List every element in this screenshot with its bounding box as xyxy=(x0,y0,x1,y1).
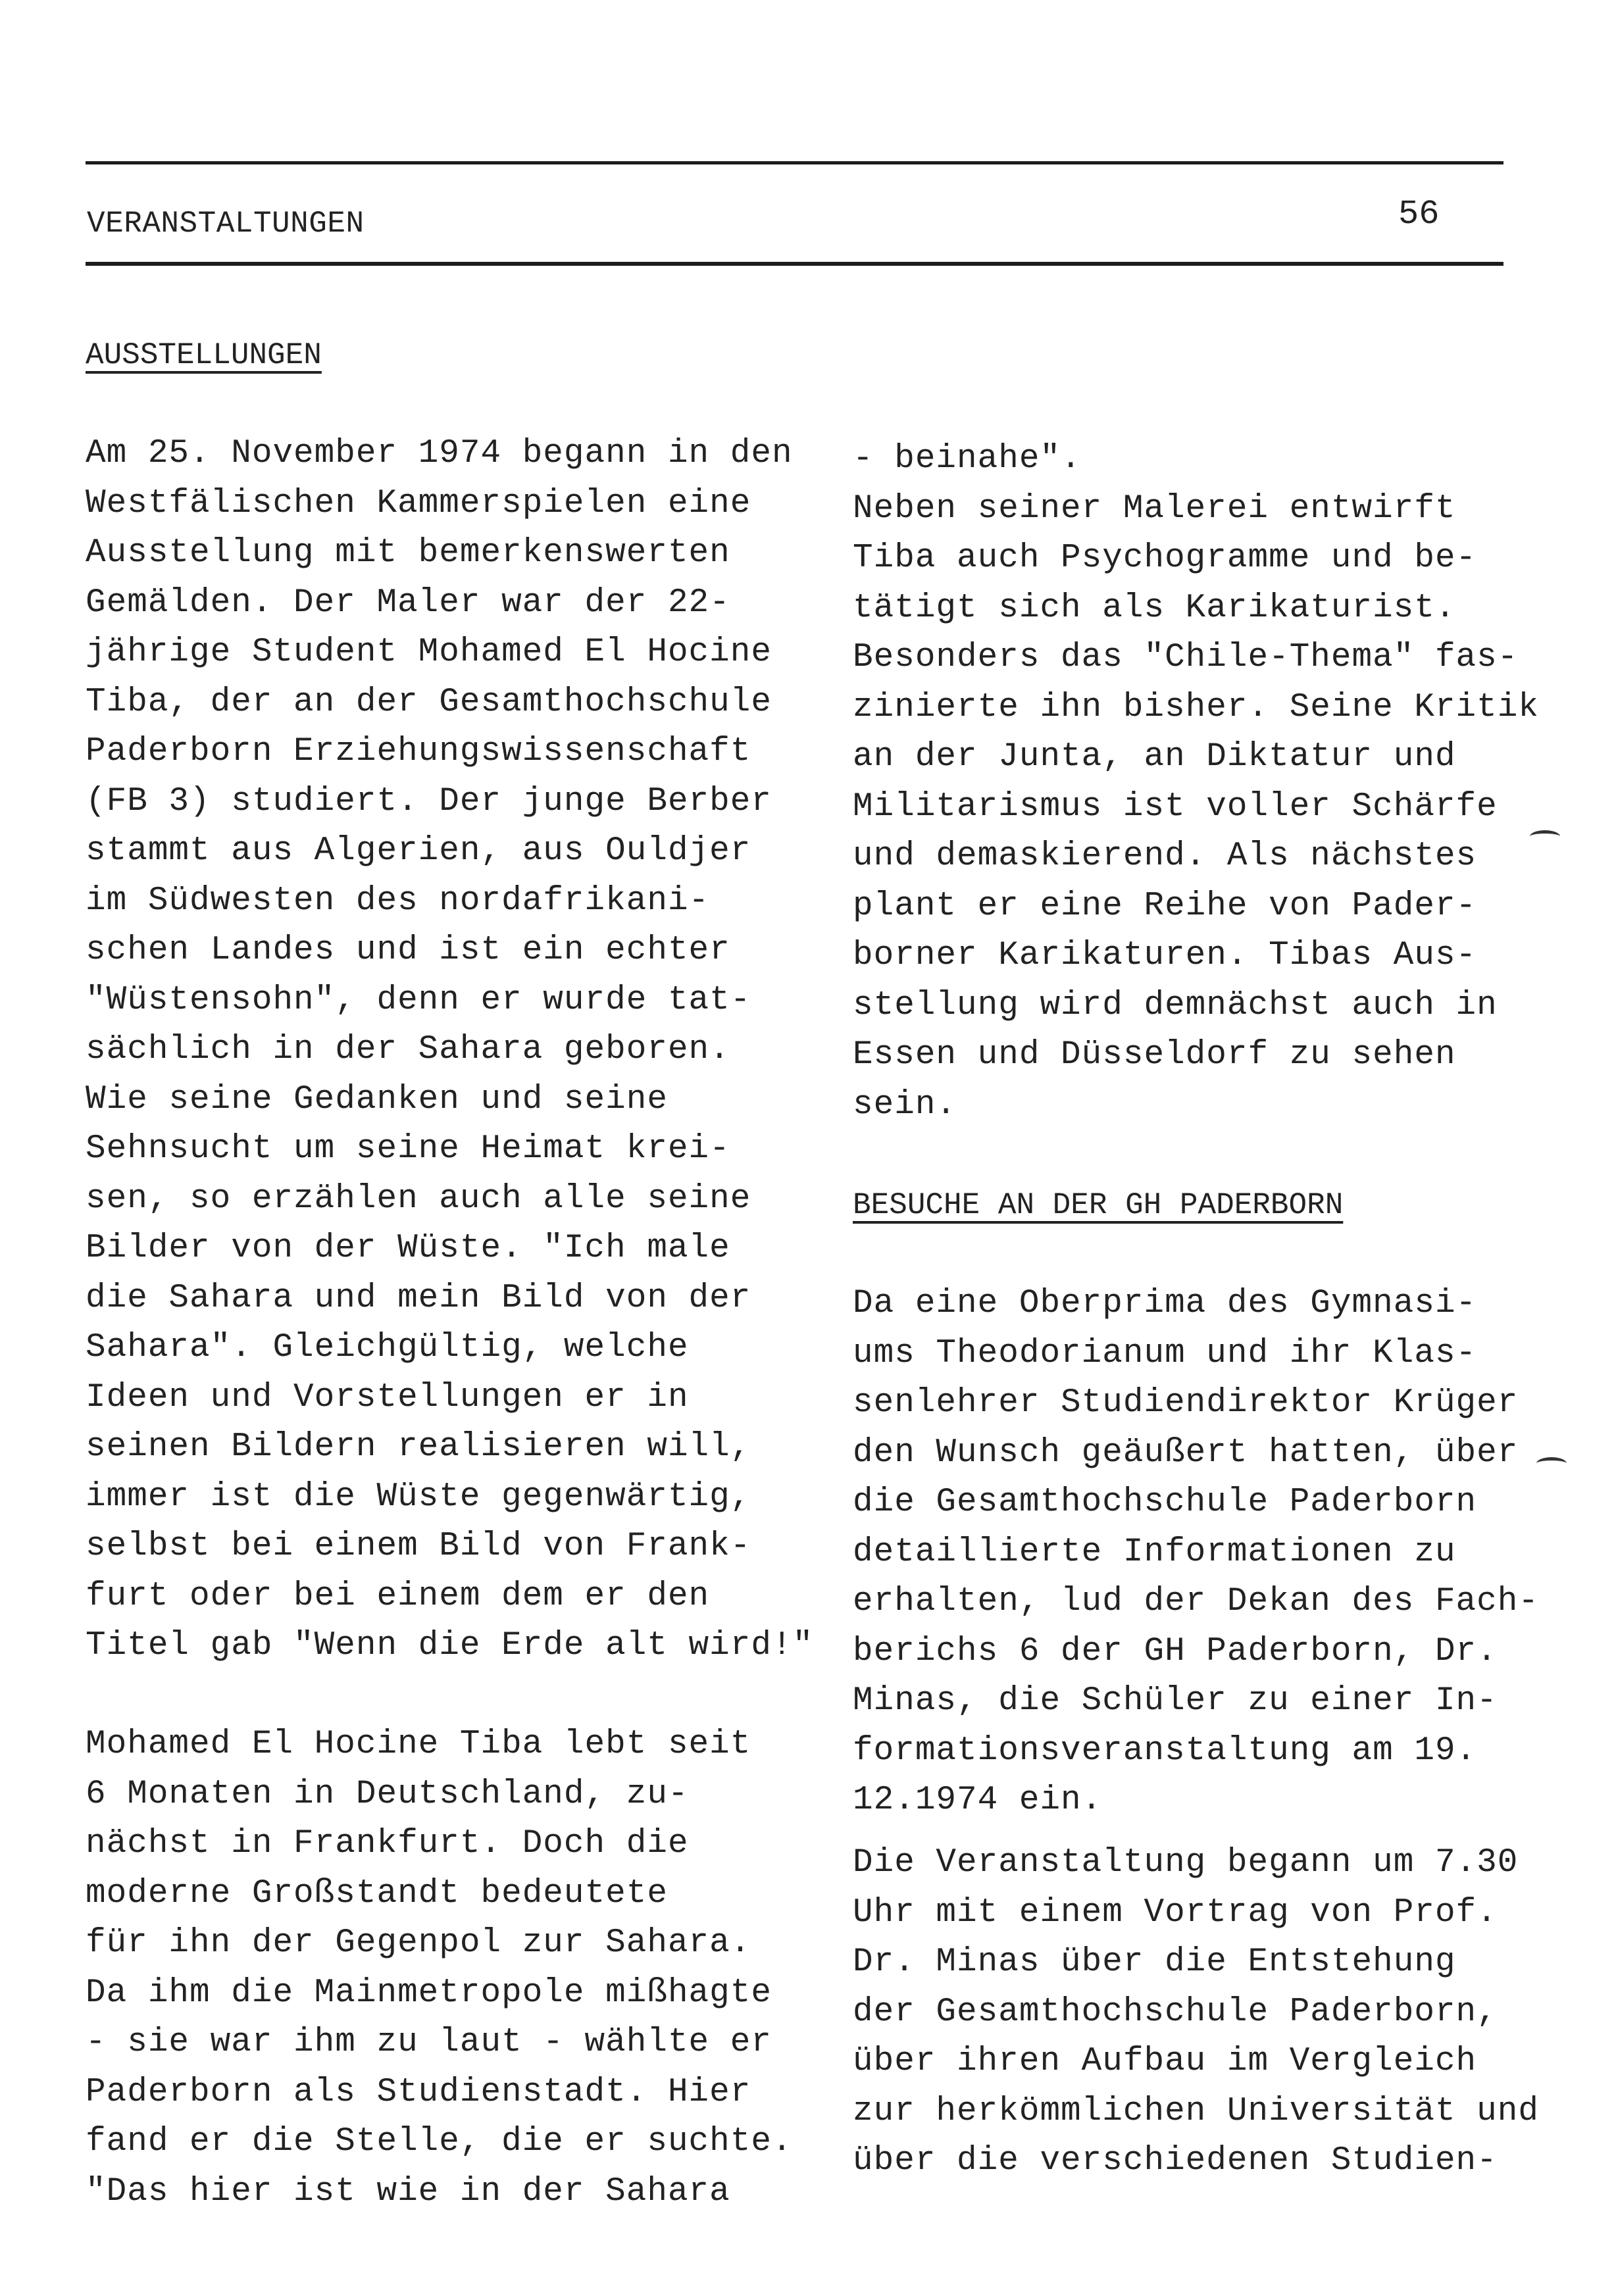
text-line: borner Karikaturen. Tibas Aus- xyxy=(853,937,1477,974)
punch-hole-mark xyxy=(1530,830,1560,843)
text-line: im Südwesten des nordafrikani- xyxy=(86,882,710,920)
text-line: fand er die Stelle, die er suchte. xyxy=(86,2123,793,2160)
text-line: 12.1974 ein. xyxy=(853,1782,1103,1819)
text-line: Wie seine Gedanken und seine xyxy=(86,1080,668,1118)
heading-besuche: BESUCHE AN DER GH PADERBORN xyxy=(853,1188,1344,1222)
text-line: nächst in Frankfurt. Doch die xyxy=(86,1825,689,1862)
text-line: jährige Student Mohamed El Hocine xyxy=(86,634,772,671)
ausstellungen-paragraph-2 xyxy=(86,1720,793,2216)
text-line: ums Theodorianum und ihr Klas- xyxy=(853,1334,1477,1372)
text-line: Am 25. November 1974 begann in den xyxy=(86,435,793,472)
text-line: - beinahe". xyxy=(853,440,1082,478)
text-line: seinen Bildern realisieren will, xyxy=(86,1428,751,1466)
text-line: stellung wird demnächst auch in xyxy=(853,986,1498,1024)
text-line: Paderborn als Studienstadt. Hier xyxy=(86,2073,751,2111)
text-line: sein. xyxy=(853,1086,957,1124)
text-line: - sie war ihm zu laut - wählte er xyxy=(86,2024,772,2061)
text-line: Sahara". Gleichgültig, welche xyxy=(86,1329,689,1366)
punch-hole-mark xyxy=(1536,1457,1567,1470)
text-line: Die Veranstaltung begann um 7.30 xyxy=(853,1844,1519,1882)
text-line: an der Junta, an Diktatur und xyxy=(853,738,1456,776)
header-bottom-rule xyxy=(86,262,1503,266)
text-line: Dr. Minas über die Entstehung xyxy=(853,1943,1456,1981)
text-line: "Das hier ist wie in der Sahara xyxy=(86,2172,730,2210)
text-line: schen Landes und ist ein echter xyxy=(86,932,730,969)
text-line: sächlich in der Sahara geboren. xyxy=(86,1031,730,1068)
heading-ausstellungen: AUSSTELLUNGEN xyxy=(86,338,322,372)
text-line: zur herkömmlichen Universität und xyxy=(853,2092,1539,2130)
besuche-paragraph-2 xyxy=(853,1838,1539,2186)
page-section-title: VERANSTALTUNGEN xyxy=(87,207,365,241)
ausstellungen-paragraph-3 xyxy=(853,434,1539,1130)
text-line: Titel gab "Wenn die Erde alt wird!" xyxy=(86,1627,814,1664)
text-line: sen, so erzählen auch alle seine xyxy=(86,1180,751,1218)
text-line: Bilder von der Wüste. "Ich male xyxy=(86,1230,730,1267)
text-line: und demaskierend. Als nächstes xyxy=(853,837,1477,875)
text-line: detaillierte Informationen zu xyxy=(853,1533,1456,1571)
text-line: erhalten, lud der Dekan des Fach- xyxy=(853,1583,1539,1620)
text-line: furt oder bei einem dem er den xyxy=(86,1577,710,1615)
text-line: Tiba, der an der Gesamthochschule xyxy=(86,683,772,721)
text-line: Tiba auch Psychogramme und be- xyxy=(853,539,1477,577)
text-line: (FB 3) studiert. Der junge Berber xyxy=(86,782,772,820)
text-line: den Wunsch geäußert hatten, über xyxy=(853,1434,1519,1472)
besuche-paragraph-1 xyxy=(853,1279,1539,1826)
text-line: Militarismus ist voller Schärfe xyxy=(853,787,1498,826)
text-line: "Wüstensohn", denn er wurde tat- xyxy=(86,981,751,1019)
text-line: Sehnsucht um seine Heimat krei- xyxy=(86,1130,730,1168)
text-line: 6 Monaten in Deutschland, zu- xyxy=(86,1775,689,1813)
text-line: Paderborn Erziehungswissenschaft xyxy=(86,733,751,770)
text-line: Ideen und Vorstellungen er in xyxy=(86,1378,689,1416)
text-line: selbst bei einem Bild von Frank- xyxy=(86,1528,751,1565)
page-number: 56 xyxy=(1398,195,1440,234)
text-line: die Sahara und mein Bild von der xyxy=(86,1279,751,1317)
text-line: für ihn der Gegenpol zur Sahara. xyxy=(86,1924,751,1962)
text-line: Minas, die Schüler zu einer In- xyxy=(853,1682,1498,1720)
text-line: Mohamed El Hocine Tiba lebt seit xyxy=(86,1726,751,1763)
text-line: stammt aus Algerien, aus Ouldjer xyxy=(86,832,751,870)
text-line: über die verschiedenen Studien- xyxy=(853,2142,1498,2180)
header-top-rule xyxy=(86,161,1503,164)
text-line: die Gesamthochschule Paderborn xyxy=(853,1484,1477,1521)
text-line: senlehrer Studiendirektor Krüger xyxy=(853,1384,1519,1422)
text-line: formationsveranstaltung am 19. xyxy=(853,1732,1477,1770)
text-line: der Gesamthochschule Paderborn, xyxy=(853,1993,1498,2031)
text-line: plant er eine Reihe von Pader- xyxy=(853,887,1477,925)
text-line: berichs 6 der GH Paderborn, Dr. xyxy=(853,1632,1498,1670)
text-line: zinierte ihn bisher. Seine Kritik xyxy=(853,688,1539,726)
text-line: Essen und Düsseldorf zu sehen xyxy=(853,1036,1456,1074)
text-line: Da ihm die Mainmetropole mißhagte xyxy=(86,1974,772,2012)
text-line: Ausstellung mit bemerkenswerten xyxy=(86,534,730,572)
text-line: Uhr mit einem Vortrag von Prof. xyxy=(853,1893,1498,1932)
text-line: Gemälden. Der Maler war der 22- xyxy=(86,584,730,622)
text-line: Westfälischen Kammerspielen eine xyxy=(86,484,751,522)
text-line: Neben seiner Malerei entwirft xyxy=(853,489,1456,528)
text-line: Da eine Oberprima des Gymnasi- xyxy=(853,1285,1477,1322)
text-line: immer ist die Wüste gegenwärtig, xyxy=(86,1478,751,1516)
text-line: Besonders das "Chile-Thema" fas- xyxy=(853,639,1519,676)
text-line: tätigt sich als Karikaturist. xyxy=(853,589,1456,627)
text-line: moderne Großstandt bedeutete xyxy=(86,1874,668,1912)
text-line: über ihren Aufbau im Vergleich xyxy=(853,2043,1477,2080)
ausstellungen-paragraph-1 xyxy=(86,429,813,1671)
